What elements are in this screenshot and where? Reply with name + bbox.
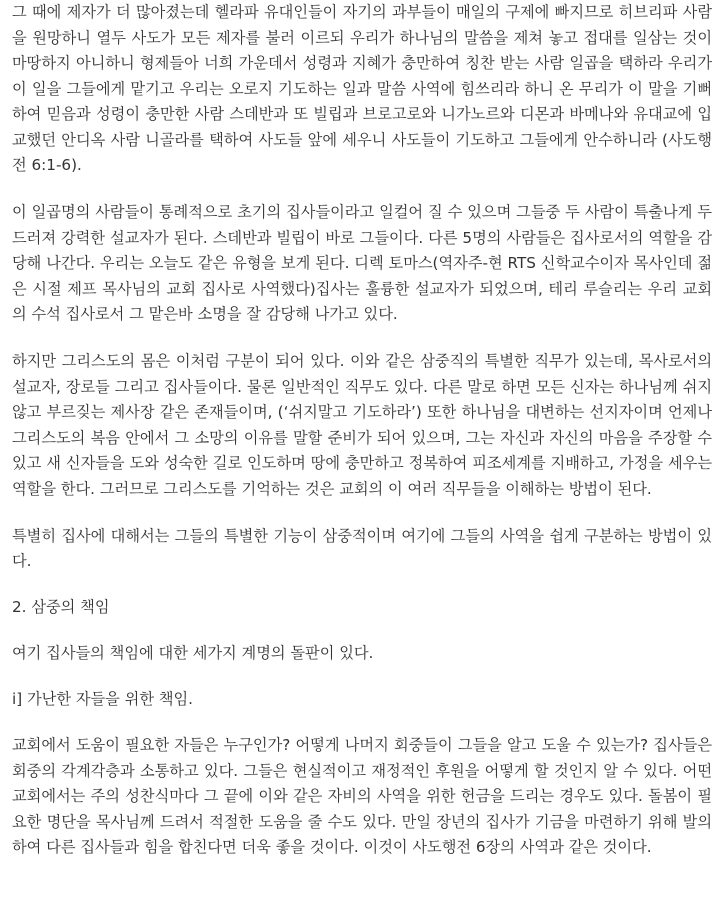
article-body bbox=[12, 0, 712, 861]
paragraph-intro: 여기 집사들의 책임에 대한 세가지 계명의 돌판이 있다. bbox=[12, 644, 374, 662]
paragraph-acts-quote: 그 때에 제자가 더 많아졌는데 헬라파 유대인들이 자기의 과부들이 매일의 구제에 빠지므로 히브리파 사람을 원망하니 열두 사도가 모든 제자를 불러 이르되 우리가 하나님의 말씀을 제쳐 놓고 접대를 일삼는 것이 마땅하지 아니하니 형제들아 너희 가운데서 성령과 지혜가 충만하여 칭찬 받는 사람 일곱을 택하라 우리가 이 일을 그들에게 맡기고 우리는 오로지 기도하는 일과 말씀 사역에 힘쓰리라 하니 온 무리가 이 말을 기뻐하여 믿음과 성령이 충만한 사람 스데반과 또 빌립과 브로고로와 니가노르와 디몬과 바메나와 유대교에 입교했던 안디옥 사람 니골라를 택하여 사도들 앞에 세우니 사도들이 기도하고 그들에게 안수하니라 (사도행전 6:1-6). bbox=[12, 3, 712, 174]
paragraph-poor-care: 교회에서 도움이 필요한 자들은 누구인가? 어떻게 나머지 회중들이 그들을 알고 도울 수 있는가? 집사들은 회중의 각계각층과 소통하고 있다. 그들은 현실적이고 재정적인 후원을 어떻게 할 것인지 알 수 있다. 어떤 교회에서는 주의 성찬식마다 그 끝에 이와 같은 자비의 사역을 위한 헌금을 드리는 경우도 있다. 돌봄이 필요한 명단을 목사님께 드려서 적절한 도움을 줄 수도 있다. 만일 장년의 집사가 기금을 마련하기 위해 발의하여 다른 집사들과 힘을 합친다면 더욱 좋을 것이다. 이것이 사도행전 6장의 사역과 같은 것이다. bbox=[12, 736, 712, 856]
paragraph-seven-deacons: 이 일곱명의 사람들이 통례적으로 초기의 집사들이라고 일컬어 질 수 있으며 그들중 두 사람이 특출나게 두드러져 강력한 설교자가 된다. 스데반과 빌립이 바로 그들이다. 다른 5명의 사람들은 집사로서의 역할을 감당해 나간다. 우리는 오늘도 같은 유형을 보게 된다. 디렉 토마스(역자주-현 RTS 신학교수이자 목사인데 젊은 시절 제프 목사님의 교회 집사로 사역했다)집사는 훌륭한 설교자가 되었으며, 테리 루슬리는 우리 교회의 수석 집사로서 그 맡은바 소명을 잘 감당해 나가고 있다. bbox=[12, 203, 712, 323]
section-heading: 2. 삼중의 책임 bbox=[12, 598, 110, 616]
paragraph-deacon-functions: 특별히 집사에 대해서는 그들의 특별한 기능이 삼중적이며 여기에 그들의 사역을 쉽게 구분하는 방법이 있다. bbox=[12, 526, 712, 570]
paragraph-offices: 하지만 그리스도의 몸은 이처럼 구분이 되어 있다. 이와 같은 삼중직의 특별한 직무가 있는데, 목사로서의 설교자, 장로들 그리고 집사들이다. 물론 일반적인 직무도 있다. 다른 말로 하면 모든 신자는 하나님께 쉬지 않고 부르짖는 제사장 같은 존재들이며, (‘쉬지말고 기도하라’) 또한 하나님을 대변하는 선지자이며 언제나 그리스도의 복음 안에서 그 소망의 이유를 말할 준비가 되어 있으며, 그는 자신과 자신의 마음을 주장할 수 있고 새 신자들을 도와 성숙한 길로 인도하며 땅에 충만하고 정복하여 피조세계를 지배하고, 가정을 세우는 역할을 한다. 그러므로 그리스도를 기억하는 것은 교회의 이 여러 직무들을 이해하는 방법이 된다. bbox=[12, 352, 712, 498]
subheading-poor: i] 가난한 자들을 위한 책임. bbox=[12, 690, 193, 708]
